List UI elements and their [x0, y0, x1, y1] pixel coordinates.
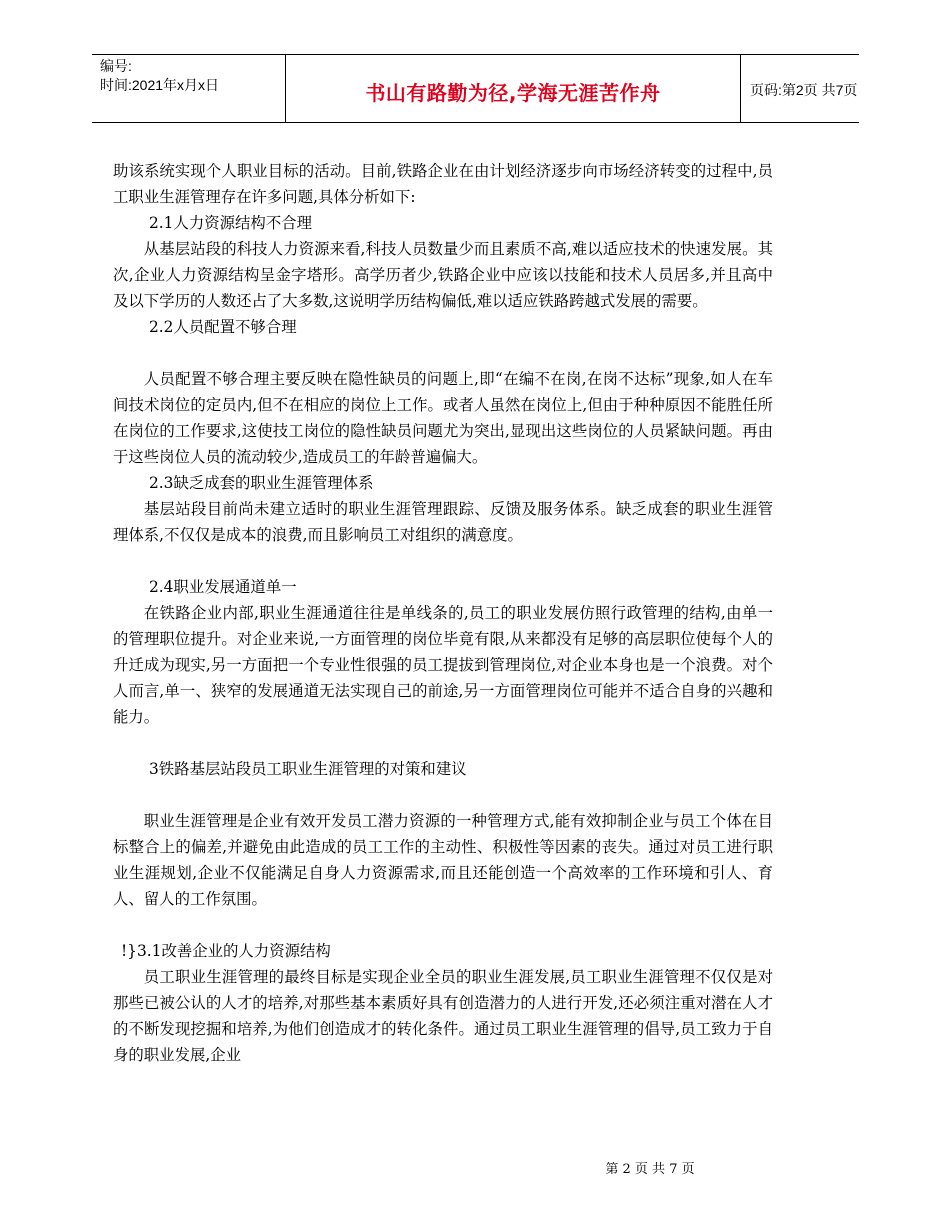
body-paragraph: 基层站段目前尚未建立适时的职业生涯管理跟踪、反馈及服务体系。缺乏成套的职业生涯管理体系,不仅仅是成本的浪费,而且影响员工对组织的满意度。: [113, 500, 773, 544]
section-heading: 2.2人员配置不够合理: [149, 318, 297, 336]
header-page-number: 页码:第2页 共7页: [750, 82, 858, 98]
section-heading: 3铁路基层站段员工职业生涯管理的对策和建议: [149, 760, 467, 778]
page-header: [92, 54, 859, 123]
section-heading: !}3.1改善企业的人力资源结构: [121, 942, 331, 960]
section-heading: 2.1人力资源结构不合理: [149, 214, 312, 232]
header-motto-cell: [285, 55, 741, 122]
body-paragraph: 员工职业生涯管理的最终目标是实现企业全员的职业生涯发展,员工职业生涯管理不仅仅是对那些已被公认的人才的培养,对那些基本素质好具有创造潜力的人进行开发,还必须注重对潜在人才的不断发现挖掘和培养,为他们创造成才的转化条件。通过员工职业生涯管理的倡导,员工致力于自身的职业发展,企业: [113, 968, 773, 1064]
body-paragraph: 人员配置不够合理主要反映在隐性缺员的问题上,即“在编不在岗,在岗不达标”现象,如人在车间技术岗位的定员内,但不在相应的岗位上工作。或者人虽然在岗位上,但由于种种原因不能胜任所在岗位的工作要求,这使技工岗位的隐性缺员问题尤为突出,显现出这些岗位的人员紧缺问题。再由于这些岗位人员的流动较少,造成员工的年龄普遍偏大。: [113, 370, 773, 466]
section-heading: 2.4职业发展通道单一: [149, 578, 297, 596]
section-heading: 2.3缺乏成套的职业生涯管理体系: [149, 474, 374, 492]
header-page-cell: [740, 55, 859, 122]
document-body: [113, 158, 773, 1068]
header-meta: [92, 55, 285, 122]
document-time-label: 时间:2021年x月x日: [100, 77, 220, 93]
body-paragraph: 职业生涯管理是企业有效开发员工潜力资源的一种管理方式,能有效抑制企业与员工个体在目标整合上的偏差,并避免由此造成的员工工作的主动性、积极性等因素的丧失。通过对员工进行职业生涯规划,企业不仅能满足自身人力资源需求,而且还能创造一个高效率的工作环境和引人、育人、留人的工作氛围。: [113, 812, 773, 908]
body-paragraph: 在铁路企业内部,职业生涯通道往往是单线条的,员工的职业发展仿照行政管理的结构,由单一的管理职位提升。对企业来说,一方面管理的岗位毕竟有限,从来都没有足够的高层职位使每个人的升迁成为现实,另一方面把一个专业性很强的员工提拔到管理岗位,对企业本身也是一个浪费。对个人而言,单一、狭窄的发展通道无法实现自己的前途,另一方面管理岗位可能并不适合自身的兴趣和能力。: [113, 604, 773, 726]
body-paragraph: 助该系统实现个人职业目标的活动。目前,铁路企业在由计划经济逐步向市场经济转变的过程中,员工职业生涯管理存在许多问题,具体分析如下:: [113, 162, 773, 206]
document-number-label: 编号:: [100, 58, 132, 74]
body-paragraph: 从基层站段的科技人力资源来看,科技人员数量少而且素质不高,难以适应技术的快速发展。其次,企业人力资源结构呈金字塔形。高学历者少,铁路企业中应该以技能和技术人员居多,并且高中及以下学历的人数还占了大多数,这说明学历结构偏低,难以适应铁路跨越式发展的需要。: [113, 240, 773, 310]
header-motto: 书山有路勤为径,学海无涯苦作舟: [365, 81, 661, 105]
page-footer: 第 2 页 共 7 页: [605, 1162, 695, 1177]
